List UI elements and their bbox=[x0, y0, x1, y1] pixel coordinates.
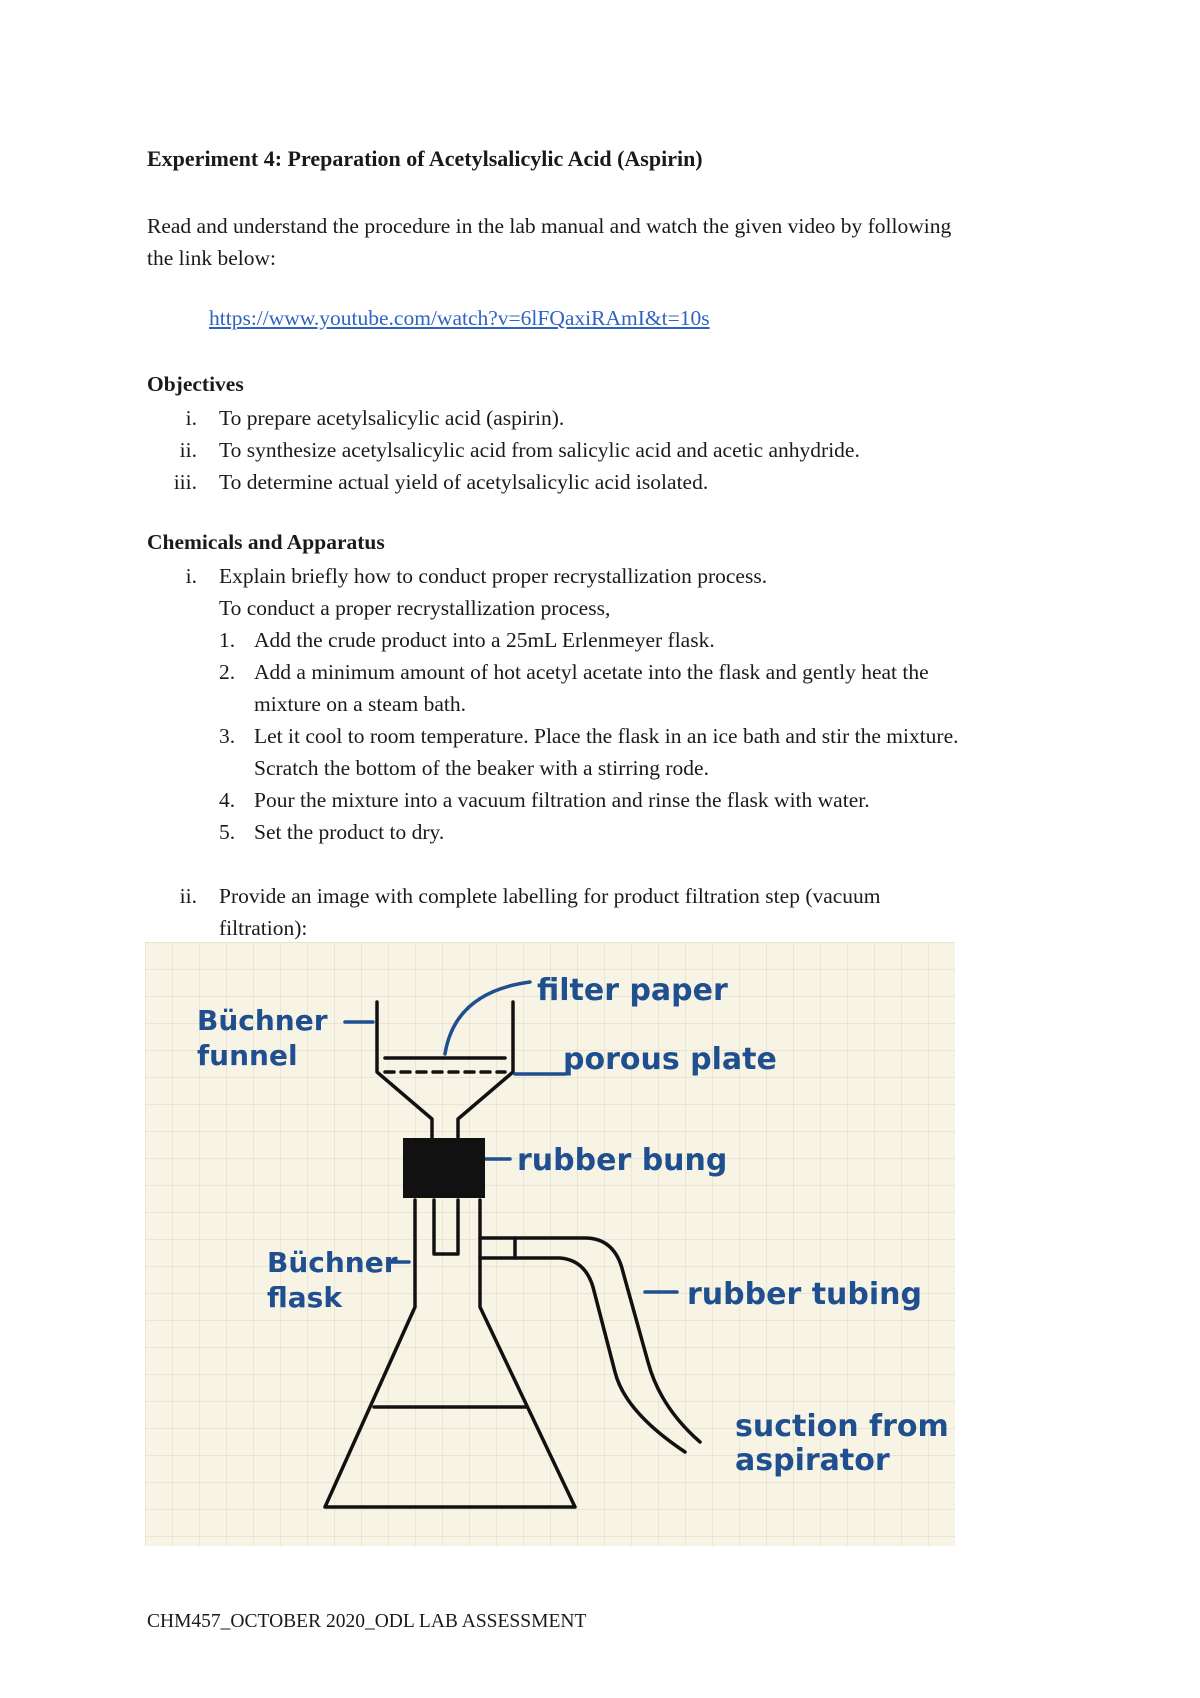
label-rubber-tubing: rubber tubing bbox=[687, 1277, 922, 1312]
question-text: Provide an image with complete labelling for product filtration step (vacuum bbox=[219, 884, 881, 908]
objective-number: ii. bbox=[179, 438, 197, 462]
step-number: 3. bbox=[219, 724, 236, 748]
label-suction-line2: aspirator bbox=[735, 1443, 890, 1478]
step-text: Pour the mixture into a vacuum filtration and rinse the flask with water. bbox=[254, 788, 870, 812]
question-number: i. bbox=[185, 564, 197, 588]
intro-line-1: Read and understand the procedure in the lab manual and watch the given video by following bbox=[147, 214, 952, 238]
intro-line-2: the link below: bbox=[147, 246, 276, 270]
rubber-bung-shape bbox=[403, 1138, 485, 1198]
page-footer: CHM457_OCTOBER 2020_ODL LAB ASSESSMENT bbox=[147, 1611, 587, 1632]
label-filter-paper: filter paper bbox=[537, 973, 728, 1008]
step-text: Add a minimum amount of hot acetyl acetate into the flask and gently heat the bbox=[254, 660, 929, 684]
label-suction-line1: suction from bbox=[735, 1409, 949, 1444]
label-buchner-funnel-line1: Büchner bbox=[197, 1004, 328, 1037]
objectives-heading: Objectives bbox=[147, 372, 244, 396]
objective-number: iii. bbox=[173, 470, 197, 494]
step-text: Let it cool to room temperature. Place the flask in an ice bath and stir the mixture. bbox=[254, 724, 959, 748]
question-text: Explain briefly how to conduct proper recrystallization process. bbox=[219, 564, 768, 588]
label-buchner-flask-line2: flask bbox=[267, 1281, 342, 1314]
label-buchner-funnel-line2: funnel bbox=[197, 1039, 298, 1072]
step-text: Add the crude product into a 25mL Erlenmeyer flask. bbox=[254, 628, 715, 652]
step-text: Scratch the bottom of the beaker with a stirring rode. bbox=[254, 756, 709, 780]
objective-number: i. bbox=[185, 406, 197, 430]
step-text: mixture on a steam bath. bbox=[254, 692, 466, 716]
objective-text: To synthesize acetylsalicylic acid from salicylic acid and acetic anhydride. bbox=[219, 438, 860, 462]
question-text-continued: filtration): bbox=[219, 916, 308, 940]
answer-intro: To conduct a proper recrystallization process, bbox=[219, 596, 611, 620]
intro-paragraph bbox=[147, 210, 1077, 274]
step-number: 2. bbox=[219, 660, 236, 684]
video-link[interactable]: https://www.youtube.com/watch?v=6lFQaxiRAmI&t=10s bbox=[209, 306, 710, 330]
step-number: 4. bbox=[219, 788, 236, 812]
chemicals-heading: Chemicals and Apparatus bbox=[147, 530, 385, 554]
objective-text: To prepare acetylsalicylic acid (aspirin). bbox=[219, 406, 565, 430]
objective-text: To determine actual yield of acetylsalicylic acid isolated. bbox=[219, 470, 709, 494]
label-buchner-flask-line1: Büchner bbox=[267, 1246, 398, 1279]
label-rubber-bung: rubber bung bbox=[517, 1143, 728, 1178]
step-text: Set the product to dry. bbox=[254, 820, 445, 844]
question-number: ii. bbox=[179, 884, 197, 908]
label-porous-plate: porous plate bbox=[563, 1042, 777, 1077]
vacuum-filtration-diagram bbox=[145, 942, 955, 1546]
step-number: 1. bbox=[219, 628, 236, 652]
page-title: Experiment 4: Preparation of Acetylsalicylic Acid (Aspirin) bbox=[147, 146, 703, 171]
step-number: 5. bbox=[219, 820, 236, 844]
